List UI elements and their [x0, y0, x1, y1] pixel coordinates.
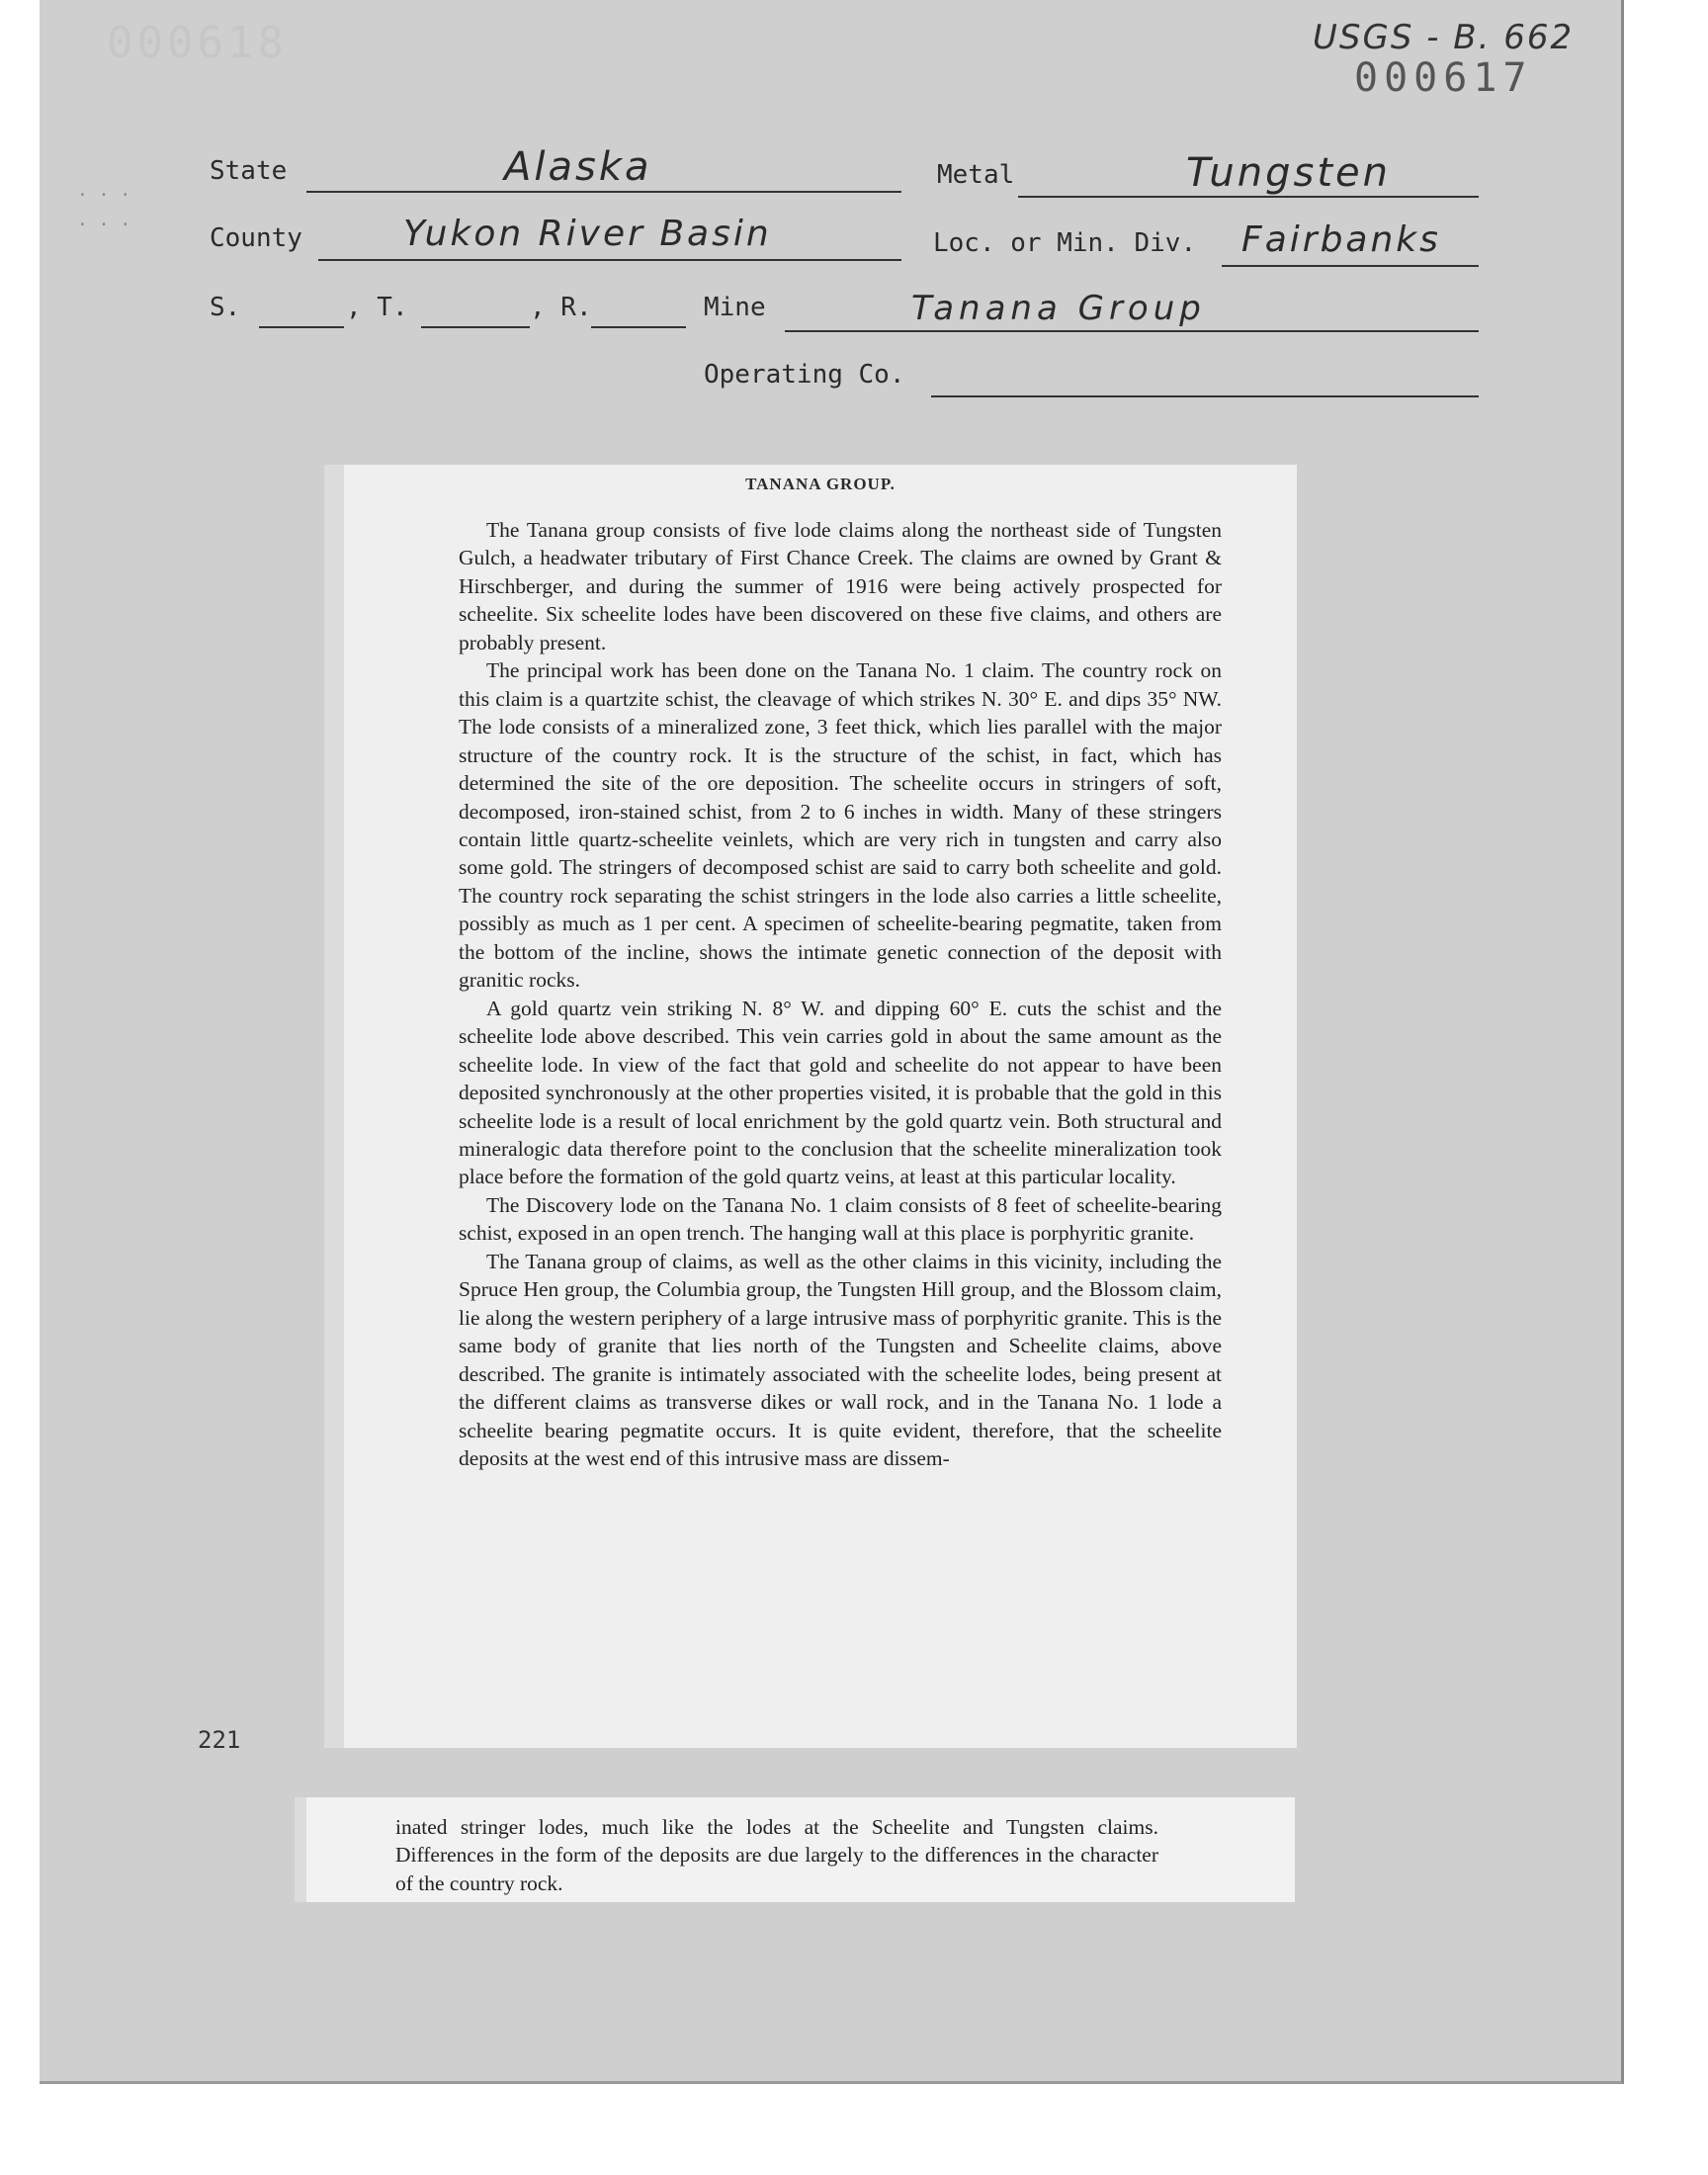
article-paragraph: A gold quartz vein striking N. 8° W. and dipping 60° E. cuts the schist and the scheelite lode above described. This vein carries gold in about the same amount as the scheelite lode. In view of the fact that gold and scheelite do not appear to have been deposited synchronously at the other properties visited, it is probable that the gold in this scheelite lode is a result of local enrichment by the gold quartz vein. Both structural and mineralogic data therefore point to the conclusion that the scheelite mineralization took place before the formation of the gold quartz veins, at least at this particular locality.	[459, 996, 1222, 1189]
article-paragraph: The Discovery lode on the Tanana No. 1 claim consists of 8 feet of scheelite-bearing schist, exposed in an open trench. The hanging wall at this place is porphyritic granite.	[459, 1192, 1222, 1246]
mine-label: Mine	[704, 293, 766, 322]
metal-value: Tungsten	[1186, 150, 1391, 196]
range-label: , R.	[530, 293, 592, 322]
reference-code: USGS - B. 662	[1313, 18, 1575, 57]
mine-line	[785, 330, 1479, 332]
township-label: , T.	[346, 293, 408, 322]
stamp-number: 000617	[1354, 55, 1533, 101]
county-label: County	[210, 223, 302, 253]
article-paragraph: The Tanana group consists of five lode claims along the northeast side of Tungsten Gulch, a headwater tributary of First Chance Creek. The claims are owned by Grant & Hirschberger, and during the summer of 1916 were being actively prospected for scheelite. Six scheelite lodes have been discovered on these five claims, and others are probably present.	[459, 518, 1222, 654]
county-value: Yukon River Basin	[403, 214, 772, 254]
state-label: State	[210, 156, 288, 186]
township-line	[421, 326, 530, 328]
loc-line	[1222, 265, 1479, 267]
section-label: S.	[210, 293, 241, 322]
state-line	[306, 191, 901, 193]
loc-label: Loc. or Min. Div.	[933, 228, 1197, 258]
metal-line	[1018, 196, 1479, 198]
operating-line	[931, 395, 1479, 397]
article-paragraph: The principal work has been done on the Tanana No. 1 claim. The country rock on this claim is a quartzite schist, the cleavage of which strikes N. 30° E. and dips 35° NW. The lode consists of a mineralized zone, 3 feet thick, which lies parallel with the major structure of the country rock. It is the structure of the schist, in fact, which has determined the site of the ore deposition. The scheelite occurs in stringers of soft, decomposed, iron-stained schist, from 2 to 6 inches in width. Many of these stringers contain little quartz-scheelite veinlets, which are very rich in tungsten and carry also some gold. The stringers of decomposed schist are said to carry both scheelite and gold. The country rock separating the schist stringers in the lode also carries a little scheelite, possibly as much as 1 per cent. A specimen of scheelite-bearing pegmatite, taken from the bottom of the incline, shows the intimate genetic connection of the deposit with granitic rocks.	[459, 658, 1222, 993]
state-value: Alaska	[504, 144, 652, 190]
article-body	[459, 516, 1222, 1472]
mine-value: Tanana Group	[911, 289, 1206, 328]
section-line	[259, 326, 344, 328]
article-paragraph: The Tanana group of claims, as well as the other claims in this vicinity, including the Spruce Hen group, the Columbia group, the Tungsten Hill group, and the Blossom claim, lie along the western periphery of a large intrusive mass of porphyritic granite. This is the same body of granite that lies north of the Tungsten and Scheelite claims, above described. The granite is intimately associated with the scheelite lodes, being present at the different claims as transverse dikes or wall rock, and in the Tanana No. 1 lode a scheelite bearing pegmatite occurs. It is quite evident, therefore, that the scheelite deposits at the west end of this intrusive mass are dissem-	[459, 1249, 1222, 1470]
range-line	[591, 326, 686, 328]
metal-label: Metal	[937, 160, 1015, 190]
page-number: 221	[198, 1726, 241, 1754]
article-title: TANANA GROUP.	[745, 475, 896, 493]
ghost-number: 000618	[107, 18, 288, 68]
margin-marks: . . . . . .	[77, 180, 131, 230]
article-clipping	[324, 465, 1297, 1748]
loc-value: Fairbanks	[1241, 219, 1441, 260]
continuation-clipping	[295, 1797, 1295, 1902]
county-line	[318, 259, 901, 261]
continuation-text: inated stringer lodes, much like the lodes at the Scheelite and Tungsten claims. Differences in the form of the deposits are due largely to the differences in the character of the country rock.	[395, 1815, 1158, 1895]
operating-label: Operating Co.	[704, 360, 905, 390]
